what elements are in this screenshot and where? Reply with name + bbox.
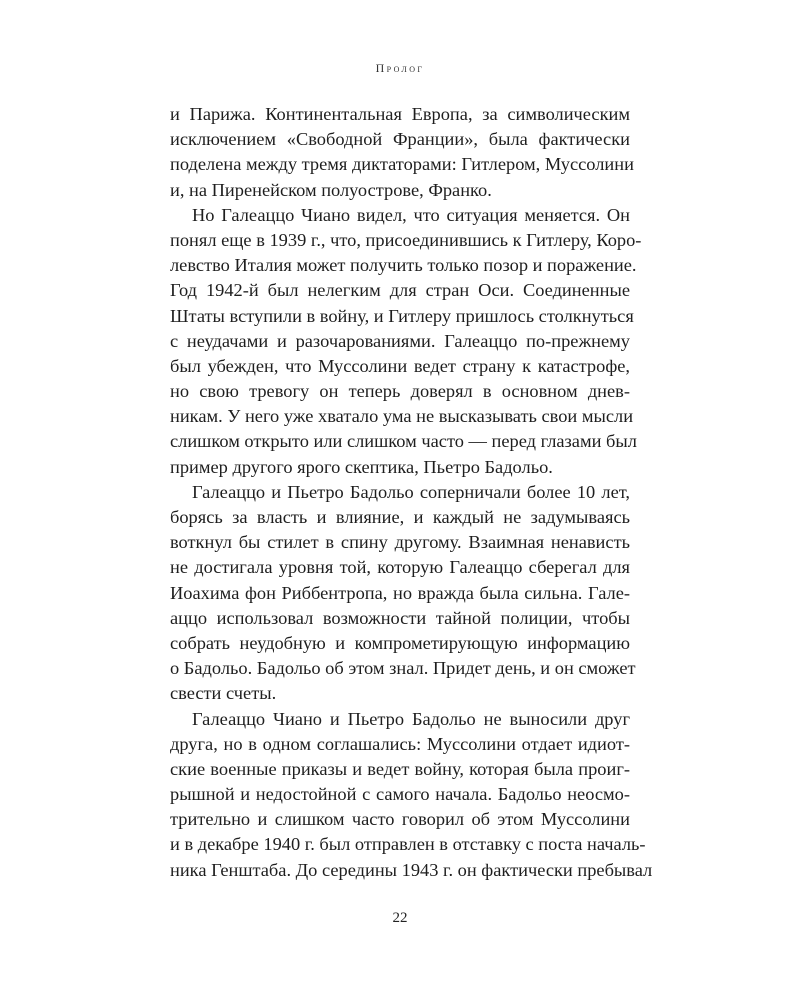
text-line: о Бадольо. Бадольо об этом знал. Придет день, и он сможет [170,658,636,679]
text-line: Год 1942-й был нелегким для стран Оси. Соединенные [170,280,630,301]
text-line: не достигала уровня той, которую Галеаццо сберегал для [170,557,630,578]
text-line: рышной и недостойной с самого начала. Бадольо неосмо- [170,784,630,805]
text-line: пример другого ярого скептика, Пьетро Бадольо. [170,456,553,477]
page-number: 22 [392,910,408,926]
text-line: слишком открыто или слишком часто — перед глазами был [170,431,637,452]
text-line: ские военные приказы и ведет войну, которая была проиг- [170,758,630,779]
text-line: с неудачами и разочарованиями. Галеаццо по-прежнему [170,330,630,351]
text-line: никам. У него уже хватало ума не высказывать свои мысли [170,406,634,427]
text-line: был убежден, что Муссолини ведет страну к катастрофе, [170,355,630,376]
text-line: и в декабре 1940 г. был отправлен в отставку с поста началь- [170,834,646,855]
text-line: Иоахима фон Риббентропа, но вражда была сильна. Гале- [170,582,630,603]
text-line: но свою тревогу он теперь доверял в основном днев- [170,381,630,402]
running-title: Пролог [375,61,425,75]
text-line: Штаты вступили в войну, и Гитлеру пришлось столкнуться [170,305,634,326]
body-text [170,102,653,883]
text-line: понял еще в 1939 г., что, присоединившись к Гитлеру, Коро- [170,229,642,250]
text-line: поделена между тремя диктаторами: Гитлером, Муссолини [170,154,634,175]
text-line: друга, но в одном соглашались: Муссолини отдает идиот- [170,733,630,754]
text-line: аццо использовал возможности тайной полиции, чтобы [170,607,630,628]
text-line: и, на Пиренейском полуострове, Франко. [170,179,492,200]
text-line: Галеаццо и Пьетро Бадольо соперничали более 10 лет, [192,481,630,502]
text-line: свести счеты. [170,683,277,704]
text-line: Галеаццо Чиано и Пьетро Бадольо не выносили друг [192,708,630,729]
text-line: левство Италия может получить только позор и поражение. [170,255,637,276]
text-line: трительно и слишком часто говорил об этом Муссолини [170,809,630,830]
text-line: собрать неудобную и компрометирующую информацию [170,632,630,653]
text-line: и Парижа. Континентальная Европа, за символическим [170,104,630,124]
text-line: воткнул бы стилет в спину другому. Взаимная ненависть [170,532,630,553]
text-line: исключением «Свободной Франции», была фактически [170,129,630,150]
text-line: борясь за власть и влияние, и каждый не задумываясь [170,507,630,527]
text-line: ника Генштаба. До середины 1943 г. он фактически пребывал [170,859,653,880]
text-line: Но Галеаццо Чиано видел, что ситуация меняется. Он [192,204,630,225]
